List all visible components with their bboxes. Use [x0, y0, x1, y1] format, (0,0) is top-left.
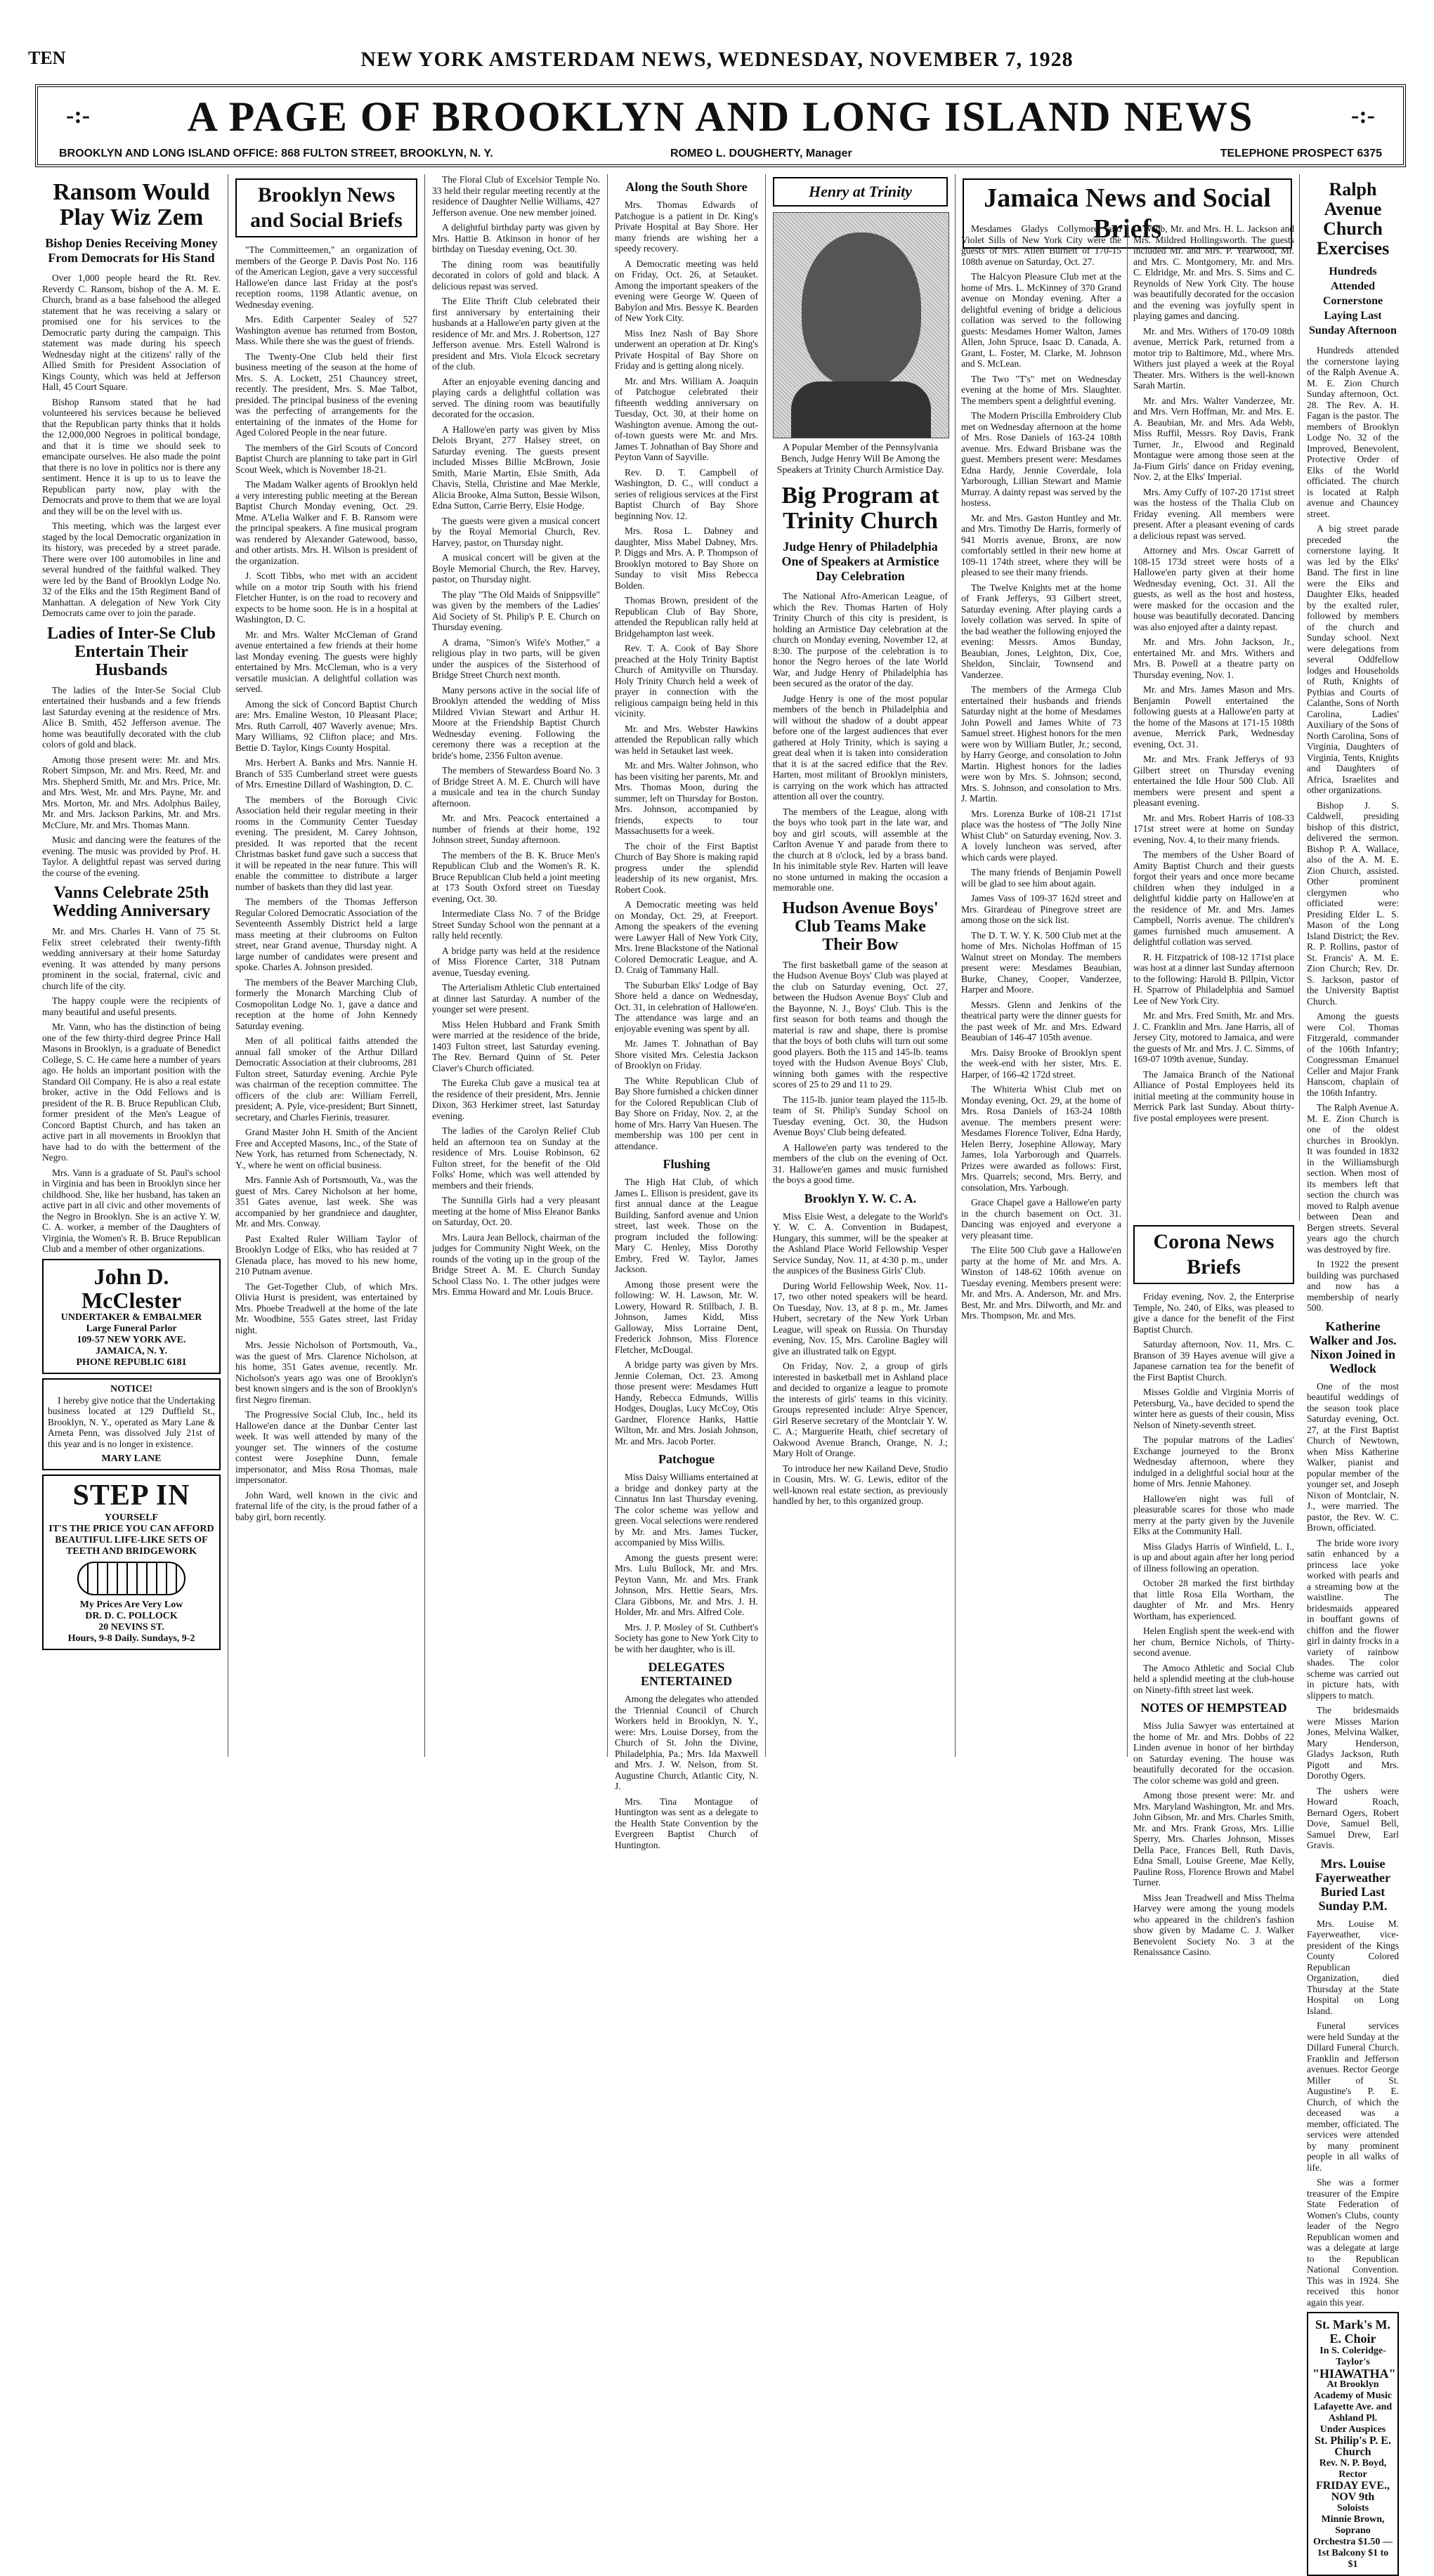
paragraph: Mrs. Amy Cuffy of 107-20 171st street was the hostess of the Thalia Club on Friday evening. All members were present. After a pleasant evening of cards a delicious repast was served. — [1133, 486, 1294, 541]
notice-heading: NOTICE! — [110, 1383, 152, 1394]
paragraph: The Arterialism Athletic Club entertained at dinner last Saturday. A number of the younger set were present. — [432, 982, 600, 1014]
teeth-illustration — [77, 1562, 185, 1595]
undertaker-ad — [42, 1259, 221, 1374]
paragraph: The White Republican Club of Bay Shore furnished a chicken dinner for the Colored Republican Club of Bay Shore on Friday, Nov. 2, at the home of Mrs. Harry Van Huesen. The membership was 100 per cent in attendance. — [615, 1075, 758, 1151]
paragraph: During World Fellowship Week, Nov. 11-17, two other noted speakers will be heard. On Tuesday, Nov. 13, at 8 p. m., Mr. James Hubert, secretary of the New York Urban League, will speak on Russia. On Thursday evening, Nov. 15, Mrs. Caroline Bagley will give an illustrated talk on Egypt. — [773, 1280, 948, 1356]
paragraph: Grand Master John H. Smith of the Ancient Free and Accepted Masons, Inc., of the State of New York, has returned from Schenectady, N. Y., where he went on official business. — [235, 1127, 417, 1170]
paragraph: Mr. and Mrs. Charles H. Vann of 75 St. Felix street celebrated their twenty-fifth wedding anniversary at their home Saturday evening. It was attended by many persons prominent in the social, fraternal, civic and church life of the city. — [42, 926, 221, 991]
page-title: A PAGE OF BROOKLYN AND LONG ISLAND NEWS — [187, 93, 1254, 140]
paragraph: Messrs. Glenn and Jenkins of the theatrical party were the dinner guests for the past week of Mr. and Mrs. Edward Beaubian of 146-47 105th avenue. — [961, 999, 1121, 1042]
paragraph: A Democratic meeting was held on Friday, Oct. 26, at Setauket. Among the important speakers of the evening were George W. Queen of Babylon and Mrs. Bessye K. Bearden of New York City. — [615, 258, 758, 323]
paragraph: On Friday, Nov. 2, a group of girls interested in basketball met in Ashland place and decided to organize a league to promote the interests of girls' teams in this vicinity. Groups represented include: Alrye Spencer, Girl Reserve secretary of the Montclair Y. W. C. A.; Marguerite Heath, chief secretary of Oakwood Avenue Branch, Orange, N. J.; Mary Holt of Orange. — [773, 1361, 948, 1458]
paragraph: The guests were given a musical concert by the Royal Memorial Church, Rev. Harvey, pastor, on Thursday night. — [432, 515, 600, 548]
paragraph: Past Exalted Ruler William Taylor of Brooklyn Lodge of Elks, who has resided at 7 Glenada place, has moved to his new home, 210 Putnam avenue. — [235, 1233, 417, 1276]
paragraph: The play "The Old Maids of Snippsville" was given by the members of the Ladies' Aid Society of St. Philip's P. E. Church on Thursday evening. — [432, 589, 600, 632]
subhead: Along the South Shore — [625, 180, 748, 194]
ornament-right: -:- — [1351, 103, 1375, 129]
paragraph: Mrs. Jessie Nicholson of Portsmouth, Va., was the guest of Mrs. Clarence Nicholson, at his home, 351 Gates avenue, recently. Mr. Nicholson's years ago was one of Brooklyn's best known singers and is the son of Brooklyn's first Negro fireman. — [235, 1340, 417, 1405]
paragraph: Miss Daisy Williams entertained at a bridge and donkey party at the Cinnatus Inn last Thursday evening. The color scheme was yellow and green. Vocal selections were rendered by Mr. and Mrs. James Tucker, accompanied by Miss Willis. — [615, 1472, 758, 1548]
paragraph: The members of the B. K. Bruce Men's Republican Club and the Women's R. K. Bruce Republican Club held a joint meeting at 173 South Oxford street on Tuesday evening, Oct. 30. — [432, 849, 600, 904]
paragraph: Mrs. Vann is a graduate of St. Paul's school in Virginia and has been in Brooklyn since her childhood. She, like her husband, has taken an active part in all civic and other movements of the Negro in Brooklyn. She is an active Y. W. C. A. worker, a member of the Daughters of Virginia, the Women's R. B. Bruce Republican Club and a member of other organizations. — [42, 1167, 221, 1254]
paragraph: The members of the Armega Club entertained their husbands and friends Saturday night at the home of Mesdames John Powell and James White of 73 Samuel street. Highest honors for the men were won by William Butler, Jr.; second, by Harry George, and consolation to John Martin. Highest honors for the ladies were won by Mrs. S. Johnson; second, Mrs. S. Johnson, and consolation to Mrs. J. Martin. — [961, 684, 1121, 804]
paragraph: Saturday afternoon, Nov. 11, Mrs. C. Branson of 39 Hayes avenue will give a Japanese carnation tea for the benefit of the First Baptist Church. — [1133, 1339, 1294, 1382]
paragraph: The members of the Beaver Marching Club, formerly the Monarch Marching Club of Cosmopolitan Lodge No. 1, gave a dance and reception at the home of John Kennedy Saturday evening. — [235, 976, 417, 1031]
paragraph: Intermediate Class No. 7 of the Bridge Street Sunday School won the pennant at a rally held recently. — [432, 908, 600, 941]
paragraph: Bishop J. S. Caldwell, presiding bishop of this district, delivered the sermon. Bishop P. A. Wallace, also of the A. M. E. Zion Church, assisted. Other prominent clergymen who officiated were: Presiding Elder L. S. Mason of the Long Island District; the Rev. R. P. Rollins, pastor of St. Francis' A. M. E. Zion Church; Rev. Dr. S. Jackson, pastor of the University Baptist Church. — [1307, 799, 1399, 1007]
notice-body: I hereby give notice that the Undertaking business located at 129 Duffield St., Brooklyn, N. Y., operated as Mary Lane & Arneta Penn, was dissolved July 21st of this year and is no longer in existence. — [48, 1394, 215, 1449]
paragraph: Among those present were: Mr. and Mrs. Robert Simpson, Mr. and Mrs. Reed, Mr. and Mrs. Shepherd Smith, Mr. and Mrs. Price, Mr. and Mrs. West, Mr. and Mrs. Payne, Mr. and Mrs. Morton, Mr. and Mrs. Adolphus Bailey, Mr. and Mrs. Jackson Parkins, Mr. and Mrs. McClure, Mr. and Mrs. Thomas Mann. — [42, 754, 221, 830]
paragraph: Mrs. Edith Carpenter Sealey of 527 Washington avenue has returned from Boston, Mass. While there she was the guest of friends. — [235, 314, 417, 346]
paragraph: The ladies of the Carolyn Relief Club held an afternoon tea on Sunday at the residence of Mrs. Louise Robinson, 62 Fulton street, for the benefit of the Old Folks' Home, which was well attended by members and their friends. — [432, 1125, 600, 1191]
corona-section — [1128, 1221, 1300, 1957]
paragraph: In 1922 the present building was purchased and now has a membership of nearly 500. — [1307, 1259, 1399, 1313]
photo-caption: A Popular Member of the Pennsylvania Bench, Judge Henry Will Be Among the Speakers at Trinity Church Armistice Day. — [776, 443, 944, 476]
paragraph: John Ward, well known in the civic and fraternal life of the city, is the proud father of a baby girl, born recently. — [235, 1489, 417, 1522]
section-headline: Jamaica News and Social Briefs — [963, 178, 1292, 249]
folio — [28, 48, 1406, 76]
headline: Big Program at Trinity Church — [781, 483, 939, 534]
paragraph: The Modern Priscilla Embroidery Club met on Wednesday afternoon at the home of Mrs. Rose Daniels of 163-24 108th avenue. Mrs. Edward Brisbane was the guest. Members present were: Mesdames Edna Hardy, Jennie Coverdale, Iola Yarborough, Lillian Stewart and Mamie Murray. A dainty repast was served by the hostess. — [961, 410, 1121, 508]
paragraph: Attorney and Mrs. Oscar Garrett of 108-15 173d street were hosts of a Hallowe'en party given at their home Wednesday evening, Oct. 31. All the guests, as well as the host and hostess, were masked for the occasion and the house was beautifully decorated. Dancing was also enjoyed after a dainty repast. — [1133, 545, 1294, 632]
paragraph: Among the delegates who attended the Triennial Council of Church Workers held in Brooklyn, N. Y., were: Mrs. Louise Dorsey, from the Church of St. John the Divine, Philadelphia, Pa.; Mrs. Ida Maxwell and Mrs. J. W. Nelson, from St. Augustine Church, Atlantic City, N. J. — [615, 1694, 758, 1791]
paragraph: The Amoco Athletic and Social Club held a splendid meeting at the club-house on Ninety-fifth street last week. — [1133, 1662, 1294, 1695]
paragraph: Mr. James T. Johnathan of Bay Shore visited Mrs. Celestia Jackson of Brooklyn on Friday. — [615, 1038, 758, 1071]
paragraph: Misses Goldie and Virginia Morris of Petersburg, Va., have decided to spend the winter here as guests of their cousin, Miss Nelson of Ninety-seventh street. — [1133, 1387, 1294, 1430]
ad-line: Lafayette Ave. and Ashland Pl. — [1313, 2402, 1393, 2424]
paragraph: Over 1,000 people heard the Rt. Rev. Reverdy C. Ransom, bishop of the A. M. E. Church, brand as a base falsehood the alleged statement that he was receiving a salary or promised one for his services to the Democratic party during the campaign. This statement was made during his speech Wednesday night at the citizens' rally of the Allied Smith for President Association of Kings County, which was held at Jefferson Hall, 45 Court Square. — [42, 273, 221, 392]
paragraph: A drama, "Simon's Wife's Mother," a religious play in two parts, will be given under the auspices of the Sisterhood of Bridge Street Church next month. — [432, 636, 600, 680]
paragraph: Mrs. Daisy Brooke of Brooklyn spent the week-end with her sister, Mrs. E. Harper, of 166-42 172d street. — [961, 1047, 1121, 1080]
paragraph: The Madam Walker agents of Brooklyn held a very interesting public meeting at the Berean Baptist Church Monday evening, Oct. 29. Mme. A'Lelia Walker and F. B. Ransom were the principal speakers. A fine musical program was rendered by Alexander Gatewood, basso, and other artists. Mrs. H. Wilson is president of the organization. — [235, 479, 417, 566]
ad-line: Minnie Brown, Soprano — [1321, 2514, 1385, 2536]
ad-line: PHONE REPUBLIC 6181 — [76, 1356, 187, 1368]
paragraph: A Democratic meeting was held on Monday, Oct. 29, at Freeport. Among the speakers of the evening were Lawyer Hall of New York City, Mrs. Irene Blackstone of the National Colored Democratic League, and A. D. Craig of Tammany Hall. — [615, 899, 758, 975]
column-2 — [228, 174, 425, 1757]
concert-ad — [1307, 2312, 1399, 2576]
paragraph: A delightful birthday party was given by Mrs. Hattie B. Atkinson in honor of her birthday on Tuesday evening, Oct. 30. — [432, 222, 600, 254]
paragraph: Mrs. Louise M. Fayerweather, vice-president of the Kings County Colored Republican Organization, died Thursday at the State Hospital on Long Island. — [1307, 1918, 1399, 2016]
paragraph: The Jamaica Branch of the National Alliance of Postal Employees held its initial meeting at the community house in Merrick Park last Sunday. About thirty-five postal employees were present. — [1133, 1068, 1294, 1123]
paragraph: The bride wore ivory satin enhanced by a princess lace yoke worked with pearls and a streaming bow at the waistline. The bridesmaids appeared in bouffant gowns of chiffon and the flower girl in dainty frocks in a variety of rainbow shades. The color scheme was carried out in picture hats, with slippers to match. — [1307, 1537, 1399, 1701]
ad-doctor: DR. D. C. POLLOCK — [85, 1611, 178, 1621]
paragraph: The 115-lb. junior team played the 115-lb. team of St. Philip's Sunday School on Tuesday evening, Oct. 30, the Hudson Avenue Boys' Club being defeated. — [773, 1094, 948, 1137]
paragraph: Among the guests were Col. Thomas Fitzgerald, commander of the 106th Infantry; Congressman Emanuel Celler and Major Frank Hanscom, chaplain of the 106th Infantry. — [1307, 1011, 1399, 1098]
paragraph: A Hallowe'en party was given by Miss Delois Bryant, 277 Halsey street, on Saturday evening. The guests present included Misses Billie McBrown, Josie Smith, Marie Martin, Elsie Smith, Ada Chavis, Stella, Christine and Mae Merkle, Alicia Brooke, Alma Sutton, Bessie Wilson, Edna Sutton, Carrie Berry, Elsie Hodge. — [432, 424, 600, 511]
paragraph: Mrs. Fannie Ash of Portsmouth, Va., was the guest of Mrs. Carey Nicholson at her home, 351 Gates avenue, last week. She was accompanied by her grandniece and daughter, Mr. and Mrs. Conway. — [235, 1175, 417, 1229]
paragraph: October 28 marked the first birthday that little Rosa Ella Wortham, the daughter of Mr. and Mrs. Henry Wortham, has experienced. — [1133, 1578, 1294, 1621]
ad-headline: STEP IN — [72, 1479, 190, 1512]
ad-line: Under Auspices — [1319, 2424, 1386, 2435]
ad-line: Soloists — [1336, 2503, 1369, 2513]
ad-line: Orchestra $1.50 — 1st Balcony $1 to $1 — [1313, 2537, 1393, 2570]
paragraph: Hundreds attended the cornerstone laying of the Ralph Avenue A. M. E. Zion Church Sunday afternoon, Oct. 28. The Rev. A. H. Fagan is the pastor. The members of Brooklyn Lodge No. 32 of the Improved, Benevolent, Protective Order of Elks of the World officiated. The church is located at Ralph avenue and Chauncey street. — [1307, 345, 1399, 519]
ad-line: St. Philip's P. E. Church — [1315, 2435, 1391, 2458]
paragraph: Mrs. Lorenza Burke of 108-21 171st place was the hostess of "The Jolly Nine Whist Club" on Saturday evening, Nov. 3. A lovely luncheon was served, after which cards were played. — [961, 808, 1121, 863]
telephone-number: TELEPHONE PROSPECT 6375 — [1220, 148, 1382, 159]
jamaica-subcol-a — [956, 223, 1128, 1757]
deck: Judge Henry of Philadelphia One of Speakers at Armistice Day Celebration — [781, 540, 939, 583]
paragraph: Mrs. Thomas Edwards of Patchogue is a patient in Dr. King's Private Hospital at Bay Shore. Her many friends are wishing her a speedy recovery. — [615, 200, 758, 254]
paragraph: The Twelve Knights met at the home of Frank Jefferys, 93 Gilbert street, Saturday evening. After playing cards a lovely collation was served. In spite of the bad weather the following enjoyed the evening: Messrs. Amos Bunday, Beaubian, Jones, Leighton, Dix, Coe, Sheldon, Sinclair, Townsend and Vanderzee. — [961, 582, 1121, 680]
paragraph: Mr. and Mrs. Walter McCleman of Grand avenue entertained a few friends at their home last Monday evening. The guests were highly entertained by Mrs. McCleman, who is a very versatile musician. A delightful collation was served. — [235, 629, 417, 694]
section-headline: Brooklyn News and Social Briefs — [235, 178, 417, 237]
paragraph: The members of the Girl Scouts of Concord Baptist Church are planning to take part in Girl Scout Week, which is November 18-21. — [235, 442, 417, 475]
paragraph: James Vass of 109-37 162d street and Mrs. Girardeau of Pinegrove street are among those on the sick list. — [961, 893, 1121, 925]
paragraph: One of the most beautiful weddings of the season took place Saturday evening, Oct. 27, at the First Baptist Church of Newtown, when Miss Katherine Walker, pianist and popular member of the younger set, and Joseph Nixon of Montclair, N. J., were married. The pastor, the Rev. W. C. Brown, officiated. — [1307, 1380, 1399, 1533]
portrait-coat — [791, 381, 931, 438]
paragraph: This meeting, which was the largest ever staged by the local Democratic organization in its history, was preceded by a street parade. There were over 100 automobiles in line and several hundred of the faithful walked. They were led by the Band of Brooklyn Lodge No. 32 of the Elks and the 15th Regiment Band of Manhattan. A delegation of New York City Democrats came over to join the parade. — [42, 521, 221, 618]
jamaica-subcol-b — [1128, 223, 1300, 1214]
paragraph: Friday evening, Nov. 2, the Enterprise Temple, No. 240, of Elks, was pleased to give a dance for the benefit of the First Baptist Church. — [1133, 1291, 1294, 1335]
paragraph: Rev. T. A. Cook of Bay Shore preached at the Holy Trinity Baptist Church of Amityville on Thursday. Holy Trinity Church held a week of prayer in connection with the religious campaign being held in this vicinity. — [615, 643, 758, 719]
headline: Mrs. Louise Fayerweather Buried Last Sunday P.M. — [1315, 1856, 1390, 1913]
paragraph: The Elite 500 Club gave a Hallowe'en party at the home of Mr. and Mrs. A. Winston of 148-62 106th avenue on Tuesday evening. Members present were: Mr. and Mrs. A. Anderson, Mr. and Mrs. Best, Mr. and Mrs. Dilworth, and Mr. and Mrs. Thompson, Mr. and Mrs. — [961, 1245, 1121, 1321]
columns — [35, 174, 1406, 2570]
paragraph: Mrs. Tina Montague of Huntington was sent as a delegate to the Health State Convention by the Evergreen Baptist Church of Huntington. — [615, 1796, 758, 1850]
ad-name: John D. McClester — [81, 1263, 182, 1313]
paragraph: J. Scott Tibbs, who met with an accident while on a motor trip South with his friend Fletcher Hunter, is on the road to recovery and expects to be home soon. He is in a hospital at Washington, D. C. — [235, 570, 417, 625]
ad-headline: St. Mark's M. E. Choir — [1315, 2317, 1390, 2346]
paragraph: Among those present were: Mr. and Mrs. Maryland Washington, Mr. and Mrs. John Gibson, Mr. and Mrs. Charles Smith, Mr. and Mrs. Frank Gross, Mrs. Lillie Sperry, Mrs. Charles Johnson, Misses Della Pace, Frances Bell, Ruth Davis, Edna Small, Louise Greene, Mae Kelly, Pauline Ross, Florence Brown and Mabel Turner. — [1133, 1790, 1294, 1888]
paragraph: Mr. and Mrs. Fred Smith, Mr. and Mrs. J. C. Franklin and Mrs. Jane Harris, all of Jersey City, motored to Jamaica, and were the guests of Mr. and Mrs. J. C. Simms, of 169-07 109th avenue, Sunday. — [1133, 1010, 1294, 1064]
paragraph: Among the sick of Concord Baptist Church are: Mrs. Emaline Weston, 10 Pleasant Place; Mrs. Ruth Carroll, 407 Waverly avenue; Mrs. Mary Williams, 92 Clifton place; and Mrs. Bettie D. Taylor, Kings County Hospital. — [235, 698, 417, 753]
manager-name: ROMEO L. DOUGHERTY, Manager — [670, 148, 852, 159]
paragraph: The Eureka Club gave a musical tea at the residence of their president, Mrs. Jennie Dixon, 363 Herkimer street, last Saturday evening. — [432, 1078, 600, 1121]
paragraph: Mrs. J. P. Mosley of St. Cuthbert's Society has gone to New York City to be with her daughter, who is ill. — [615, 1621, 758, 1654]
subhead: NOTES OF HEMPSTEAD — [1140, 1701, 1287, 1715]
paragraph: Mr. and Mrs. John Jackson, Jr., entertained Mr. and Mrs. Withers and Mrs. B. Powell at a theatre party on Thursday evening, Nov. 1. — [1133, 636, 1294, 680]
column-5 — [766, 174, 956, 1757]
ad-address: 20 NEVINS ST. — [98, 1622, 164, 1633]
paragraph: Mr. and Mrs. Walter Vanderzee, Mr. and Mrs. Vern Hoffman, Mr. and Mrs. E. A. Beaubian, Mr. and Mrs. Ada Webb, Miss Ruffil, Messrs. Roy Davis, Frank Turner, Jr., Elwood and Reginald Montague were among those seen at the Ja-Fium Girls' dance on Friday evening, Nov. 2, at the Elks' Imperial. — [1133, 395, 1294, 482]
notice-box — [42, 1378, 221, 1471]
paragraph: The choir of the First Baptist Church of Bay Shore is making rapid progress under the splendid leadership of its new organist, Mrs. Robert Cook. — [615, 840, 758, 895]
column-6 — [956, 174, 1300, 1957]
paragraph: Miss Julia Sawyer was entertained at the home of Mr. and Mrs. Dobbs of 22 Linden avenue in honor of her birthday on Saturday evening. The house was beautifully decorated for the occasion. The color scheme was gold and green. — [1133, 1720, 1294, 1786]
paragraph: Music and dancing were the features of the evening. The music was provided by Prof. H. Taylor. A delightful repast was served during the course of the evening. — [42, 835, 221, 878]
paragraph: The Halcyon Pleasure Club met at the home of Mrs. L. McKinney of 370 Grand avenue on Monday evening. After a delightful evening of bridge a delicious collation was served to the following guests: Mesdames Homer Walton, James Allen, John Spruce, Isaac D. Canada, A. Grant, L. Foster, M. Clarke, M. Johnson and S. McLean. — [961, 271, 1121, 369]
paragraph: "The Committeemen," an organization of members of the George P. Davis Post No. 116 of the American Legion, gave a very successful Hallowe'en dance last Friday at the post's reception rooms, 1198 Atlantic avenue, on Wednesday evening. — [235, 244, 417, 310]
paragraph: Mr. and Mrs. Walter Johnson, who has been visiting her parents, Mr. and Mrs. Thomas Moon, during the summer, left on Thursday for Boston. Mrs. Johnson, accompanied by friends, expects to tour Massachusetts for a week. — [615, 760, 758, 836]
photo-label: Henry at Trinity — [773, 177, 948, 207]
ad-side-text: YOURSELF — [104, 1512, 159, 1523]
headline: Ladies of Inter-Se Club Entertain Their Husbands — [47, 624, 216, 679]
paragraph: The happy couple were the recipients of many beautiful and useful presents. — [42, 995, 221, 1017]
paragraph: Grace Chapel gave a Hallowe'en party in the church basement on Oct. 31. Dancing was enjoyed and everyone a very pleasant time. — [961, 1197, 1121, 1241]
subhead: Flushing — [663, 1157, 710, 1171]
headline: Vanns Celebrate 25th Wedding Anniversary — [52, 884, 211, 920]
paragraph: A Hallowe'en party was tendered to the members of the club on the evening of Oct. 31. Hallowe'en games and music furnished the boys a good time. — [773, 1142, 948, 1185]
paragraph: The members of Stewardess Board No. 3 of Bridge Street A. M. E. Church will have a musicale and tea in the church Sunday afternoon. — [432, 765, 600, 809]
paragraph: Mrs. Herbert A. Banks and Mrs. Nannie H. Branch of 535 Cumberland street were guests of Mrs. Ernestine Dillard of Washington, D. C. — [235, 757, 417, 790]
ornament-left: -:- — [66, 103, 90, 129]
paragraph: The members of the Borough Civic Association held their regular meeting in their rooms in the Community Center Tuesday evening. The president, M. Carey Johnson, presided. It was reported that the recent Christmas basket fund gave such a success that it will be repeated in the near future. This will enable the committee to distribute a larger number of baskets than they did last year. — [235, 794, 417, 892]
ad-line: Large Funeral Parlor — [86, 1323, 177, 1334]
dentist-ad — [42, 1475, 221, 1650]
paragraph: The members of the Thomas Jefferson Regular Colored Democratic Association of the Seventeenth Assembly District held a large mass meeting at their clubrooms on Fulton street, near Grand avenue, Thursday night. A large number of candidates were present and spoke. Charles A. Johnson presided. — [235, 896, 417, 972]
ad-line: UNDERTAKER & EMBALMER — [60, 1312, 202, 1323]
paragraph: To introduce her new Kailand Deve, Studio in Cousin, Mrs. W. G. Lewis, editor of the well-known real estate section, as previously handled by her, to this organized group. — [773, 1463, 948, 1506]
office-address: BROOKLYN AND LONG ISLAND OFFICE: 868 FULTON STREET, BROOKLYN, N. Y. — [59, 148, 493, 159]
paragraph: Among those present were the following: W. H. Lawson, Mr. W. Lowery, Howard R. Stillbach, J. B. Johnson, James Kidd, Miss Galloway, Miss Lorraine Dent, Frederick Johnson, Miss Florence Fletcher, McDougal. — [615, 1279, 758, 1355]
column-1 — [35, 174, 228, 1757]
ad-line: BEAUTIFUL LIFE-LIKE SETS OF TEETH AND BRIDGEWORK — [55, 1535, 208, 1557]
headline: Katherine Walker and Jos. Nixon Joined in Wedlock — [1309, 1319, 1397, 1375]
paragraph: Mr. and Mrs. James Mason and Mrs. Benjamin Powell entertained the following guests at a Hallowe'en party at the home of the Masons at 171-15 108th avenue, Merrick Park, Wednesday evening, Oct. 31. — [1133, 684, 1294, 750]
paragraph: The ushers were Howard Roach, Bernard Ogers, Robert Dove, Samuel Bell, Samuel Drew, Earl Gravis. — [1307, 1785, 1399, 1850]
paragraph: The National Afro-American League, of which the Rev. Thomas Harten of Holy Trinity Church of this city is president, is holding an Armistice Day celebration at the church on Monday evening, November 12, at 8:30. The purpose of the celebration is to honor the Negro heroes of the late World War, and Judge Henry of Philadelphia has been secured as the orator of the day. — [773, 591, 948, 688]
headline: Ralph Avenue Church Exercises — [1316, 179, 1390, 259]
paragraph: Miss Jean Treadwell and Miss Thelma Harvey were among the young models who appeared in the children's fashion show given by Madame C. J. Walker Benevolent Society No. 3 at the Renaissance Casino. — [1133, 1892, 1294, 1957]
paragraph: The Sunnilla Girls had a very pleasant meeting at the home of Miss Eleanor Banks on Saturday, Oct. 20. — [432, 1195, 600, 1227]
paragraph: Miss Gladys Harris of Winfield, L. I., is up and about again after her long period of illness following an operation. — [1133, 1541, 1294, 1574]
paragraph: The Get-Together Club, of which Mrs. Olivia Hurst is president, was entertained by Mrs. Phoebe Treadwell at the home of the late Mr. Woodbine, 555 Gates street, last Friday night. — [235, 1281, 417, 1335]
page-number: TEN — [28, 48, 66, 68]
paragraph: The ladies of the Inter-Se Social Club entertained their husbands and a few friends last Saturday evening at the residence of Mrs. Alice B. Smith, 452 Jefferson avenue. The home was beautifully decorated with the club colors of gold and black. — [42, 684, 221, 750]
headline: Hudson Avenue Boys' Club Teams Make Their Bow — [782, 898, 939, 954]
paragraph: The first basketball game of the season at the Hudson Avenue Boys' Club was played at the club on Saturday evening, Oct. 27, between the Hudson Avenue Boys' Club and the Bayonne, N. J., Boys' Club. This is the first season for both teams and though the material is raw and shape, there is promise that the boys of both clubs will turn out some good players. Both the 115 and 145-lb. teams toyed with the Hudson Avenue Boys' Club, winning both games with the respective scores of 25 to 29 and 11 to 29. — [773, 959, 948, 1090]
column-3 — [425, 174, 608, 1757]
headline: Ransom Would Play Wiz Zem — [53, 179, 210, 230]
paragraph: Helen English spent the week-end with her chum, Bernice Nichols, of Thirty-second avenue. — [1133, 1626, 1294, 1658]
paragraph: Mr. and Mrs. Frank Jefferys of 93 Gilbert street on Thursday evening entertained the Idle Hour 500 Club. All members were present and spent a pleasant evening. — [1133, 754, 1294, 808]
deck: Hundreds Attended Cornerstone Laying Last Sunday Afternoon — [1309, 266, 1397, 336]
paragraph: The Whiteria Whist Club met on Monday evening, Oct. 29, at the home of Mrs. Rosa Daniels of 163-24 108th avenue. The members present were: Mesdames Florence Toliver, Edna Hardy, Helen Berry, Josephine Alloway, Mary James, Iola Yarborough and Quarrels. Prizes were awarded as follows: First, Mrs. Quarrels; second, Mrs. Berry, and consolation, Mrs. Yarbough. — [961, 1084, 1121, 1193]
subhead: Patchogue — [658, 1452, 715, 1466]
paragraph: A big street parade preceded the cornerstone laying. It was led by the Elks' Band. The first in line were the Elks and Daughter Elks, headed by the exalted ruler, followed by members of the church and Sunday school. Next were delegations from several Oddfellow lodges and Households of Ruth, Knights of Pythias and Courts of Calanthe, Sons of North Carolina, Ladies' Auxiliary of the Sons of North Carolina, Sons of Virginia, Daughters of Virginia, Tents, Knights and Daughters of Africa, Israelites and other organizations. — [1307, 523, 1399, 795]
paragraph: She was a former treasurer of the Empire State Federation of Women's Clubs, county leader of the Negro Republican women and was a delegate at large to the Republican National Convention. This was in 1924. She received this honor again this year. — [1307, 2177, 1399, 2308]
paragraph: The many friends of Benjamin Powell will be glad to see him about again. — [961, 867, 1121, 889]
paragraph: A bridge party was given by Mrs. Jennie Coleman, Oct. 23. Among those present were: Mesdames Hutt Handy, Rebecca Edmunds, Willis Hodges, Douglas, Lucy McCoy, Otis Gardner, Florence Hanks, Hattie Wilton, Mr. and Mrs. Josiah Johnson, Mr. and Mrs. Jacob Porter. — [615, 1359, 758, 1446]
paragraph: The Progressive Social Club, Inc., held its Hallowe'en dance at the Dunbar Center last week. It was well attended by many of the younger set. The winners of the costume contest were Josephine Dunn, female impersonator, and Miss Rosa Thomas, male impersonator. — [235, 1409, 417, 1485]
paragraph: Mr. and Mrs. William A. Joaquin of Patchogue celebrated their fifteenth wedding anniversary on Tuesday, Oct. 30, at their home on Washington avenue. Among the out-of-town guests were Mr. and Mrs. James T. Johnathan of Bay Shore and Peyton Vann of Sayville. — [615, 375, 758, 462]
paragraph: The Suburban Elks' Lodge of Bay Shore held a dance on Wednesday, Oct. 31, in celebration of Hallowe'en. The attendance was large and an enjoyable evening was spent by all. — [615, 979, 758, 1034]
paragraph: Bishop Ransom stated that he had volunteered his services because he believed that the Republican party thinks that it holds the 12,000,000 Negroes in political bondage, and that it is time we should seek to emancipate ourselves. He also made the point that there is no love in politics nor is there any sentiment. Hence it is up to us to leave the Republican party now, play with the Democrats and prove to them that we are loyal and they will be on the level with us. — [42, 396, 221, 516]
paragraph: The D. T. W. Y. K. 500 Club met at the home of Mrs. Nicholas Hoffman of 15 Walnut street on Monday. The members present were: Mesdames Beaubian, Burke, Chaney, Cooper, Vanderzee, Harper and Moore. — [961, 929, 1121, 995]
subhead: DELEGATES ENTERTAINED — [640, 1660, 733, 1688]
masthead — [35, 84, 1406, 167]
paragraph: The Two "T's" met on Wednesday evening at the home of Mrs. Slaughter. The members spent a delightful evening. — [961, 373, 1121, 406]
paragraph: Mr. and Mrs. Webster Hawkins attended the Republican rally which was held in Setauket last week. — [615, 723, 758, 756]
paragraph: Among the guests present were: Mrs. Lulu Bullock, Mr. and Mrs. Peyton Vann, Mr. and Mrs. Frank Johnson, Mrs. Hettie Sears, Mrs. Clara Gibbons, Mr. and Mrs. J. H. Holder, Mr. and Mrs. Alfred Cole. — [615, 1552, 758, 1617]
portrait-photo — [773, 212, 949, 438]
subhead: Brooklyn Y. W. C. A. — [804, 1191, 917, 1205]
paragraph: Webb, Mr. and Mrs. H. L. Jackson and Mrs. Mildred Hollingsworth. The guests included Mr. and Mrs. P. Yearwood, Mr. and Mrs. C. Montgomery, Mr. and Mrs. C. Eldridge, Mr. and Mrs. S. Sims and C. Reynolds of New York City. The house was beautifully decorated for the occasion and the evening was joyfully spent in playing games and dancing. — [1133, 223, 1294, 321]
paragraph: Mr. and Mrs. Peacock entertained a number of friends at their home, 192 Johnson street, Sunday afternoon. — [432, 813, 600, 845]
ad-line: Rev. N. P. Boyd, Rector — [1319, 2458, 1387, 2480]
ad-hours: Hours, 9-8 Daily. Sundays, 9-2 — [67, 1633, 195, 1644]
paragraph: Men of all political faiths attended the annual fall smoker of the Arthur Dillard Democratic Association at their clubrooms, 281 Fulton street, Saturday evening. Archie Pyle was chairman of the reception committee. The officers of the club are: William Ferrell, president; A. Pyle, vice-president; Burt Sinnett, secretary, and Charles Fierinis, treasurer. — [235, 1035, 417, 1123]
paragraph: The bridesmaids were Misses Marion Jones, Melvina Walker, Mary Henderson, Gladys Jackson, Ruth Pigott and Mrs. Dorothy Ogers. — [1307, 1705, 1399, 1781]
paragraph: Mr. and Mrs. Withers of 170-09 108th avenue, Merrick Park, returned from a motor trip to Baltimore, Md., where Mrs. Withers just played a week at the Royal Theater. Mrs. Withers is the well-known Sarah Martin. — [1133, 325, 1294, 391]
paragraph: Funeral services were held Sunday at the Dillard Funeral Church. Franklin and Jefferson avenues. Rector George Miller of St. Augustine's P. E. Church, of which the deceased was a member, officiated. The services were attended by many prominent people in all walks of life. — [1307, 2020, 1399, 2173]
ad-line: At Brooklyn Academy of Music — [1313, 2379, 1393, 2401]
ad-line: In S. Coleridge-Taylor's — [1319, 2346, 1386, 2367]
paragraph: Mesdames Gladys Collymore and Violet Sills of New York City were the guests of Mrs. Allen Burnett of 170-15 108th avenue on Saturday, Oct. 27. — [961, 223, 1121, 267]
ad-line: IT'S THE PRICE YOU CAN AFFORD — [48, 1524, 214, 1534]
column-4 — [608, 174, 766, 1850]
ad-line: FRIDAY EVE., NOV 9th — [1315, 2480, 1390, 2503]
paragraph: The dining room was beautifully decorated in colors of gold and black. A delicious repast was served. — [432, 259, 600, 292]
paragraph: A musical concert will be given at the Boyle Memorial Church, the Rev. Harvey, pastor, on Thursday night. — [432, 552, 600, 584]
portrait-head — [802, 233, 921, 387]
paragraph: Many persons active in the social life of Brooklyn attended the wedding of Miss Mildred Vivian Stewart and Arthur H. Moore at the Friendship Baptist Church Wednesday evening. Following the ceremony there was a reception at the bride's home, 2356 Fulton avenue. — [432, 684, 600, 761]
column-7 — [1300, 174, 1406, 2570]
paragraph: Hallowe'en night was full of pleasurable scares for those who made merry at the party given by the Juvenile Elks at the Community Hall. — [1133, 1493, 1294, 1536]
notice-signature: MARY LANE — [101, 1453, 162, 1464]
dateline: NEW YORK AMSTERDAM NEWS, WEDNESDAY, NOVEMBER 7, 1928 — [360, 48, 1074, 71]
paragraph: Mrs. Rosa L. Dabney and daughter, Miss Mabel Dabney, Mrs. P. Diggs and Mrs. A. P. Thompson of Brooklyn motored to Bay Shore on Sunday to visit Miss Rebecca Bolden. — [615, 525, 758, 591]
paragraph: The Elite Thrift Club celebrated their first anniversary by entertaining their husbands at a Hallowe'en party given at the residence of Mr. and Mrs. J. Robertson, 127 Jefferson avenue. Mrs. Estell Walrond is president and Mrs. Viola Elcock secretary of the club. — [432, 296, 600, 372]
section-headline: Corona News Briefs — [1133, 1225, 1294, 1284]
paragraph: Rev. D. T. Campbell of Washington, D. C., will conduct a series of religious services at the First Baptist Church of Bay Shore beginning Nov. 12. — [615, 466, 758, 521]
ad-line: My Prices Are Very Low — [79, 1600, 183, 1610]
paragraph: Mrs. Laura Jean Bellock, chairman of the judges for Community Night Week, on the rounds of the voting up in the group of the Bridge Street A. M. E. Church Sunday School Class No. 1. The other judges were Mrs. Emma Howard and Mr. Louis Bruce. — [432, 1231, 600, 1297]
paragraph: The Ralph Avenue A. M. E. Zion Church is one of the oldest churches in Brooklyn. It was founded in 1832 in the Williamsburgh section. When most of its members left that section the church was moved to Ralph avenue between Dean and Bergen streets. Several years ago the church was destroyed by fire. — [1307, 1102, 1399, 1255]
ad-line: JAMAICA, N. Y. — [95, 1345, 168, 1356]
paragraph: The High Hat Club, of which James L. Ellison is president, gave its first annual dance at the League Building, Sanford avenue and Union street, last week. Those on the program included the following: Mary C. Henley, Miss Dorothy Embry, Fred W. Taylor, James Jackson. — [615, 1177, 758, 1274]
paragraph: Miss Elsie West, a delegate to the World's Y. W. C. A. Convention in Budapest, Hungary, this summer, will be the speaker at the Ashland Place World Fellowship Vesper Service Sunday, Nov. 11, at 4:30 p. m., under the auspices of the Business Girls' Club. — [773, 1210, 948, 1276]
deck: Bishop Denies Receiving Money From Democrats for His Stand — [45, 236, 218, 265]
paragraph: Judge Henry is one of the most popular members of the bench in Philadelphia and will without the shadow of a doubt appear before one of the largest audiences that ever gathered at Holy Trinity, which is saying a great deal when it is taken into consideration that it is at the sacred edifice that the Rev. Harten, most militant of Brooklyn ministers, is carrying on the work which has attracted attention all over the country. — [773, 693, 948, 802]
paragraph: Thomas Brown, president of the Republican Club of Bay Shore, attended the Republican rally held at Bridgehampton last week. — [615, 595, 758, 639]
paragraph: The popular matrons of the Ladies' Exchange journeyed to the Bronx Wednesday afternoon, where they indulged in a delightful social hour at the home of Mrs. Jennie Mahoney. — [1133, 1434, 1294, 1489]
paragraph: Mr. Vann, who has the distinction of being one of the few thirty-third degree Prince Hall Masons in Brooklyn, is a graduate of Benedict College, S. C. He came here a number of years ago. He holds an important position with the Standard Oil Company. He is also a real estate broker, active in the Odd Fellows and is president of the R. B. Bruce Republican Club, former president of the Men's League of Concord Baptist Church, and has taken an active part in all movements in Brooklyn that have had to do with the betterment of the Negro. — [42, 1021, 221, 1163]
ad-line: "HIAWATHA" — [1312, 2367, 1396, 2381]
paragraph: Mr. and Mrs. Gaston Huntley and Mr. and Mrs. Timothy De Harris, formerly of 941 Morris avenue, Bronx, are now comfortably settled in their new home at 109-11 174th street, where they will be pleased to see their many friends. — [961, 512, 1121, 577]
paragraph: Miss Helen Hubbard and Frank Smith were married at the residence of the bride, 1403 Fulton street, last Saturday evening. The Rev. Bernard Quinn of St. Peter Claver's Church officiated. — [432, 1019, 600, 1073]
paragraph: R. H. Fitzpatrick of 108-12 171st place was host at a dinner last Sunday afternoon to the following: Harold B. Pillpin, Victor H. Sparrow of Philadelphia and Samuel Lee of New York City. — [1133, 951, 1294, 1006]
paragraph: Miss Inez Nash of Bay Shore underwent an operation at Dr. King's Private Hospital of Bay Shore on Friday and is getting along nicely. — [615, 327, 758, 371]
paragraph: The Twenty-One Club held their first business meeting of the season at the home of Mrs. S. A. Lockett, 251 Chauncey street, recently. The president, Mrs. S. Mae Talbot, presided. The principal business of the evening was the perfecting of arrangements for the entertaining of the inmates of the Home for Aged Colored People in the near future. — [235, 351, 417, 438]
paragraph: The Floral Club of Excelsior Temple No. 33 held their regular meeting recently at the residence of Daughter Nellie Williams, 427 Jefferson avenue. One new member joined. — [432, 174, 600, 218]
paragraph: A bridge party was held at the residence of Miss Florence Carter, 318 Putnam avenue, Tuesday evening. — [432, 945, 600, 978]
paragraph: Mr. and Mrs. Robert Harris of 108-33 171st street were at home on Sunday evening, Nov. 4, to their many friends. — [1133, 812, 1294, 845]
paragraph: The members of the League, along with the boys who took part in the late war, and boy and girl scouts, will assemble at the Carlton Avenue Y and parade from there to the church at 8 o'clock, led by a brass band. In his inimitable style Rev. Harten will leave no stone unturned in making the occasion a memorable one. — [773, 806, 948, 893]
paragraph: After an enjoyable evening dancing and playing cards a delightful collation was served. The dining room was beautifully decorated for the occasion. — [432, 376, 600, 419]
paragraph: The members of the Usher Board of Amity Baptist Church and their guests forgot their years and once more became children when they indulged in a delightful kiddie party on Hallowe'en at the residence of Mr. and Mrs. James Campbell, Norris avenue. The children's games furnished much amusement. A delightful collation was served. — [1133, 849, 1294, 947]
ad-line: 109-57 NEW YORK AVE. — [77, 1334, 186, 1345]
